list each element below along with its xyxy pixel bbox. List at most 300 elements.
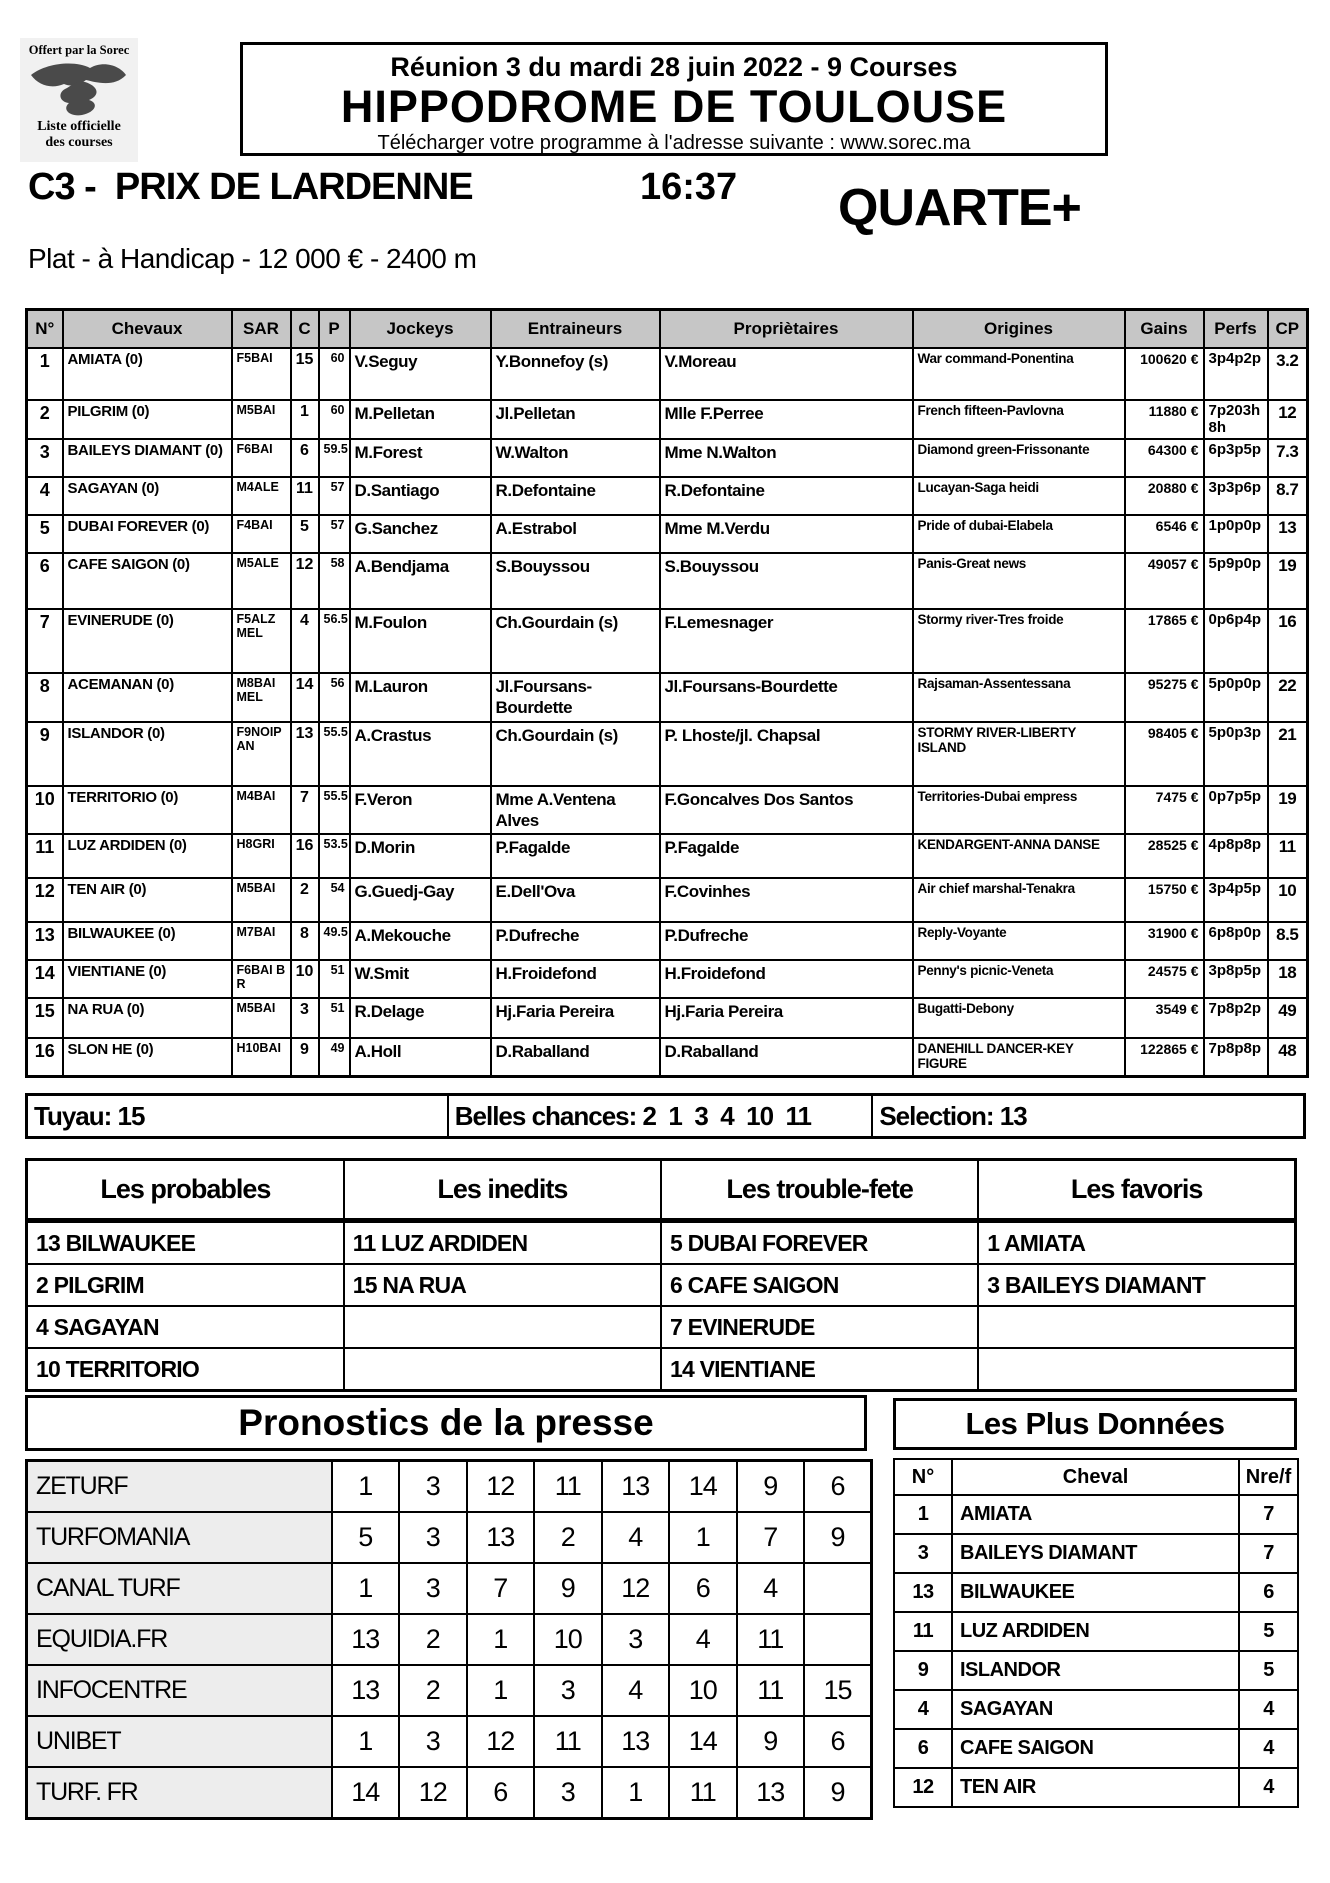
most-given-count: 5 — [1239, 1612, 1298, 1651]
meeting-header — [240, 42, 1108, 156]
runner-horse-name: DUBAI FOREVER (0) — [63, 515, 232, 553]
runner-c: 2 — [291, 878, 319, 922]
runner-c: 7 — [291, 786, 319, 835]
press-pick: 9 — [804, 1767, 872, 1819]
picks-row — [27, 1221, 1296, 1265]
runner-trainer: R.Defontaine — [491, 477, 660, 515]
runner-horse-name: PILGRIM (0) — [63, 400, 232, 439]
runner-cp: 19 — [1268, 553, 1308, 609]
most-given-col-horse: Cheval — [952, 1459, 1239, 1495]
runner-sar: F5ALZMEL — [232, 609, 291, 673]
runner-trainer: Ch.Gourdain (s) — [491, 609, 660, 673]
press-pick: 7 — [737, 1512, 805, 1563]
runner-perfs: 3p4p5p — [1204, 878, 1268, 922]
runner-number: 16 — [27, 1038, 63, 1076]
most-given-header-row — [894, 1459, 1298, 1495]
press-pick: 14 — [332, 1767, 400, 1819]
runner-jockey: D.Santiago — [350, 477, 491, 515]
most-given-num: 6 — [894, 1729, 952, 1768]
picks-col-favoris: Les favoris — [978, 1160, 1295, 1221]
runner-gains: 122865 € — [1125, 1038, 1204, 1076]
runner-sar: M5ALE — [232, 553, 291, 609]
runner-perfs: 5p0p0p — [1204, 673, 1268, 722]
runner-owner: Mlle F.Perree — [660, 400, 913, 439]
pick-cell — [978, 1348, 1295, 1391]
press-table — [25, 1459, 873, 1820]
press-source: EQUIDIA.FR — [27, 1614, 332, 1665]
runner-row — [27, 515, 1308, 553]
runner-number: 5 — [27, 515, 63, 553]
runner-cp: 10 — [1268, 878, 1308, 922]
runner-sar: M4BAI — [232, 786, 291, 835]
press-pick: 6 — [467, 1767, 535, 1819]
runner-sar: M5BAI — [232, 998, 291, 1038]
pick-cell — [344, 1306, 661, 1348]
press-pick: 6 — [669, 1563, 737, 1614]
runner-origins: Lucayan-Saga heidi — [913, 477, 1125, 515]
runner-number: 15 — [27, 998, 63, 1038]
runner-cp: 11 — [1268, 834, 1308, 878]
most-given-horse: BAILEYS DIAMANT — [952, 1534, 1239, 1573]
most-given-horse: BILWAUKEE — [952, 1573, 1239, 1612]
col-header-horse: Chevaux — [63, 310, 232, 349]
runner-weight: 60 — [319, 400, 350, 439]
most-given-count: 6 — [1239, 1573, 1298, 1612]
press-pick: 12 — [399, 1767, 467, 1819]
most-given-num: 11 — [894, 1612, 952, 1651]
most-given-horse: TEN AIR — [952, 1768, 1239, 1807]
press-pick: 4 — [602, 1665, 670, 1716]
press-pick: 4 — [669, 1614, 737, 1665]
runner-weight: 59.5 — [319, 439, 350, 477]
press-row — [27, 1716, 872, 1767]
runner-jockey: D.Morin — [350, 834, 491, 878]
press-row — [27, 1665, 872, 1716]
most-given-col-num: N° — [894, 1459, 952, 1495]
press-pick: 4 — [602, 1512, 670, 1563]
press-pick: 9 — [737, 1461, 805, 1513]
press-row — [27, 1461, 872, 1513]
press-row — [27, 1563, 872, 1614]
runner-origins: Diamond green-Frissonante — [913, 439, 1125, 477]
runner-owner: P.Fagalde — [660, 834, 913, 878]
runner-perfs: 1p0p0p — [1204, 515, 1268, 553]
runner-c: 14 — [291, 673, 319, 722]
runner-c: 10 — [291, 960, 319, 998]
runner-gains: 64300 € — [1125, 439, 1204, 477]
pick-cell: 11 LUZ ARDIDEN — [344, 1221, 661, 1265]
most-given-count: 4 — [1239, 1729, 1298, 1768]
most-given-horse: SAGAYAN — [952, 1690, 1239, 1729]
runner-number: 9 — [27, 722, 63, 786]
meeting-line: Réunion 3 du mardi 28 juin 2022 - 9 Courses — [390, 52, 958, 82]
runner-owner: Mme M.Verdu — [660, 515, 913, 553]
runner-perfs: 3p4p2p — [1204, 348, 1268, 400]
logo-caption-bottom-2: des courses — [45, 135, 113, 151]
runner-perfs: 0p7p5p — [1204, 786, 1268, 835]
runner-horse-name: NA RUA (0) — [63, 998, 232, 1038]
runner-horse-name: AMIATA (0) — [63, 348, 232, 400]
runner-trainer: Jl.Pelletan — [491, 400, 660, 439]
runner-cp: 3.2 — [1268, 348, 1308, 400]
most-given-col-count: Nre/f — [1239, 1459, 1298, 1495]
runner-trainer: Jl.Foursans-Bourdette — [491, 673, 660, 722]
racecourse-name: HIPPODROME DE TOULOUSE — [340, 81, 1008, 132]
runner-perfs: 7p8p8p — [1204, 1038, 1268, 1076]
runner-number: 14 — [27, 960, 63, 998]
press-pick: 1 — [332, 1716, 400, 1767]
press-section-title: Pronostics de la presse — [25, 1395, 867, 1451]
runner-trainer: P.Fagalde — [491, 834, 660, 878]
press-pick: 3 — [399, 1512, 467, 1563]
tuyau: Tuyau: 15 — [28, 1096, 449, 1136]
press-source: INFOCENTRE — [27, 1665, 332, 1716]
runner-weight: 60 — [319, 348, 350, 400]
runner-sar: F6BAI — [232, 439, 291, 477]
runner-number: 3 — [27, 439, 63, 477]
runner-owner: F.Covinhes — [660, 878, 913, 922]
runner-number: 8 — [27, 673, 63, 722]
runner-owner: Hj.Faria Pereira — [660, 998, 913, 1038]
press-pick: 11 — [669, 1767, 737, 1819]
runner-cp: 21 — [1268, 722, 1308, 786]
runner-perfs: 6p8p0p — [1204, 922, 1268, 960]
runner-cp: 22 — [1268, 673, 1308, 722]
most-given-num: 1 — [894, 1495, 952, 1534]
pick-cell — [344, 1348, 661, 1391]
press-pick: 5 — [332, 1512, 400, 1563]
runner-weight: 53.5 — [319, 834, 350, 878]
press-pick: 6 — [804, 1461, 872, 1513]
runner-gains: 100620 € — [1125, 348, 1204, 400]
runner-horse-name: SAGAYAN (0) — [63, 477, 232, 515]
runner-owner: F.Goncalves Dos Santos — [660, 786, 913, 835]
runner-trainer: Mme A.Ventena Alves — [491, 786, 660, 835]
press-pick: 13 — [332, 1665, 400, 1716]
runner-gains: 28525 € — [1125, 834, 1204, 878]
runner-jockey: M.Lauron — [350, 673, 491, 722]
col-header-num: N° — [27, 310, 63, 349]
press-pick: 11 — [737, 1614, 805, 1665]
runner-weight: 56 — [319, 673, 350, 722]
runner-origins: Bugatti-Debony — [913, 998, 1125, 1038]
runner-origins: Panis-Great news — [913, 553, 1125, 609]
press-pick: 2 — [399, 1665, 467, 1716]
runner-perfs: 5p0p3p — [1204, 722, 1268, 786]
press-pick: 9 — [737, 1716, 805, 1767]
runner-trainer: H.Froidefond — [491, 960, 660, 998]
sorec-logo — [20, 38, 138, 162]
most-given-num: 4 — [894, 1690, 952, 1729]
runner-perfs: 3p8p5p — [1204, 960, 1268, 998]
runner-number: 6 — [27, 553, 63, 609]
runner-jockey: M.Pelletan — [350, 400, 491, 439]
runner-origins: Rajsaman-Assentessana — [913, 673, 1125, 722]
pick-cell: 2 PILGRIM — [27, 1264, 344, 1306]
col-header-c: C — [291, 310, 319, 349]
press-row — [27, 1512, 872, 1563]
runner-sar: H10BAI — [232, 1038, 291, 1076]
picks-row — [27, 1306, 1296, 1348]
runner-jockey: W.Smit — [350, 960, 491, 998]
runner-gains: 7475 € — [1125, 786, 1204, 835]
runner-horse-name: EVINERUDE (0) — [63, 609, 232, 673]
runner-owner: P. Lhoste/jl. Chapsal — [660, 722, 913, 786]
most-given-row — [894, 1651, 1298, 1690]
runner-sar: F5BAI — [232, 348, 291, 400]
runner-perfs: 7p8p2p — [1204, 998, 1268, 1038]
pick-cell: 7 EVINERUDE — [661, 1306, 978, 1348]
press-pick: 10 — [534, 1614, 602, 1665]
runner-jockey: G.Guedj-Gay — [350, 878, 491, 922]
most-given-count: 7 — [1239, 1495, 1298, 1534]
press-pick: 3 — [399, 1563, 467, 1614]
runner-jockey: A.Mekouche — [350, 922, 491, 960]
runner-perfs: 4p8p8p — [1204, 834, 1268, 878]
runner-number: 7 — [27, 609, 63, 673]
press-pick: 1 — [332, 1563, 400, 1614]
runner-origins: Penny's picnic-Veneta — [913, 960, 1125, 998]
col-header-jockeys: Jockeys — [350, 310, 491, 349]
press-source: CANAL TURF — [27, 1563, 332, 1614]
runner-origins: KENDARGENT-ANNA DANSE — [913, 834, 1125, 878]
bet-type-badge: QUARTE+ — [838, 179, 1081, 237]
press-pick: 13 — [602, 1461, 670, 1513]
press-pick: 13 — [737, 1767, 805, 1819]
runner-cp: 8.7 — [1268, 477, 1308, 515]
press-source: UNIBET — [27, 1716, 332, 1767]
runner-c: 13 — [291, 722, 319, 786]
runner-origins: STORMY RIVER-LIBERTY ISLAND — [913, 722, 1125, 786]
runner-gains: 98405 € — [1125, 722, 1204, 786]
pick-cell: 3 BAILEYS DIAMANT — [978, 1264, 1295, 1306]
runner-owner: V.Moreau — [660, 348, 913, 400]
tips-strip — [25, 1093, 1306, 1139]
runner-cp: 16 — [1268, 609, 1308, 673]
runner-origins: DANEHILL DANCER-KEY FIGURE — [913, 1038, 1125, 1076]
runner-horse-name: ACEMANAN (0) — [63, 673, 232, 722]
runner-c: 11 — [291, 477, 319, 515]
runner-sar: M5BAI — [232, 878, 291, 922]
runner-c: 4 — [291, 609, 319, 673]
col-header-sar: SAR — [232, 310, 291, 349]
most-given-table — [893, 1458, 1299, 1808]
runner-row — [27, 722, 1308, 786]
runner-origins: War command-Ponentina — [913, 348, 1125, 400]
runner-cp: 48 — [1268, 1038, 1308, 1076]
runner-c: 5 — [291, 515, 319, 553]
press-pick: 3 — [399, 1461, 467, 1513]
runner-perfs: 0p6p4p — [1204, 609, 1268, 673]
press-pick: 14 — [669, 1716, 737, 1767]
runner-perfs: 6p3p5p — [1204, 439, 1268, 477]
runner-trainer: E.Dell'Ova — [491, 878, 660, 922]
picks-table — [25, 1158, 1297, 1392]
runner-trainer: W.Walton — [491, 439, 660, 477]
most-given-row — [894, 1729, 1298, 1768]
most-given-horse: CAFE SAIGON — [952, 1729, 1239, 1768]
pick-cell: 1 AMIATA — [978, 1221, 1295, 1265]
pick-cell: 14 VIENTIANE — [661, 1348, 978, 1391]
runner-c: 9 — [291, 1038, 319, 1076]
most-given-title: Les Plus Données — [893, 1398, 1297, 1450]
col-header-origins: Origines — [913, 310, 1125, 349]
runner-c: 15 — [291, 348, 319, 400]
runner-sar: M4ALE — [232, 477, 291, 515]
runner-trainer: Ch.Gourdain (s) — [491, 722, 660, 786]
press-source: TURFOMANIA — [27, 1512, 332, 1563]
press-pick: 15 — [804, 1665, 872, 1716]
col-header-gains: Gains — [1125, 310, 1204, 349]
most-given-row — [894, 1495, 1298, 1534]
runner-row — [27, 834, 1308, 878]
press-source: TURF. FR — [27, 1767, 332, 1819]
runner-weight: 51 — [319, 998, 350, 1038]
runner-horse-name: SLON HE (0) — [63, 1038, 232, 1076]
runner-horse-name: BILWAUKEE (0) — [63, 922, 232, 960]
most-given-count: 7 — [1239, 1534, 1298, 1573]
runner-weight: 55.5 — [319, 786, 350, 835]
race-conditions: Plat - à Handicap - 12 000 € - 2400 m — [28, 243, 477, 274]
logo-caption-bottom-1: Liste officielle — [37, 119, 121, 134]
press-pick: 3 — [534, 1767, 602, 1819]
pick-cell: 10 TERRITORIO — [27, 1348, 344, 1391]
runner-origins: Stormy river-Tres froide — [913, 609, 1125, 673]
runner-owner: S.Bouyssou — [660, 553, 913, 609]
runner-gains: 6546 € — [1125, 515, 1204, 553]
col-header-cp: CP — [1268, 310, 1308, 349]
runner-weight: 54 — [319, 878, 350, 922]
runner-trainer: D.Raballand — [491, 1038, 660, 1076]
runner-trainer: Y.Bonnefoy (s) — [491, 348, 660, 400]
runner-row — [27, 786, 1308, 835]
runner-cp: 8.5 — [1268, 922, 1308, 960]
most-given-row — [894, 1573, 1298, 1612]
runner-horse-name: TEN AIR (0) — [63, 878, 232, 922]
press-pick: 13 — [332, 1614, 400, 1665]
race-time: 16:37 — [640, 166, 738, 208]
runner-sar: F6BAI BR — [232, 960, 291, 998]
press-pick: 12 — [467, 1716, 535, 1767]
runner-origins: Air chief marshal-Tenakra — [913, 878, 1125, 922]
most-given-count: 4 — [1239, 1768, 1298, 1807]
press-pick: 14 — [669, 1461, 737, 1513]
runner-sar: M7BAI — [232, 922, 291, 960]
press-source: ZETURF — [27, 1461, 332, 1513]
runner-jockey: M.Foulon — [350, 609, 491, 673]
runner-owner: Jl.Foursans-Bourdette — [660, 673, 913, 722]
press-row — [27, 1614, 872, 1665]
runner-number: 11 — [27, 834, 63, 878]
most-given-num: 3 — [894, 1534, 952, 1573]
runner-horse-name: LUZ ARDIDEN (0) — [63, 834, 232, 878]
runner-owner: Mme N.Walton — [660, 439, 913, 477]
press-pick: 1 — [602, 1767, 670, 1819]
runner-weight: 51 — [319, 960, 350, 998]
runner-jockey: V.Seguy — [350, 348, 491, 400]
press-pick: 6 — [804, 1716, 872, 1767]
runner-perfs: 3p3p6p — [1204, 477, 1268, 515]
most-given-num: 9 — [894, 1651, 952, 1690]
runner-owner: P.Dufreche — [660, 922, 913, 960]
runner-gains: 31900 € — [1125, 922, 1204, 960]
runner-horse-name: ISLANDOR (0) — [63, 722, 232, 786]
press-pick: 1 — [467, 1614, 535, 1665]
most-given-row — [894, 1768, 1298, 1807]
runner-weight: 58 — [319, 553, 350, 609]
press-pick: 1 — [332, 1461, 400, 1513]
most-given-horse: LUZ ARDIDEN — [952, 1612, 1239, 1651]
col-header-p: P — [319, 310, 350, 349]
runner-row — [27, 553, 1308, 609]
picks-row — [27, 1348, 1296, 1391]
press-pick: 1 — [467, 1665, 535, 1716]
picks-header-row — [27, 1160, 1296, 1221]
runner-origins: French fifteen-Pavlovna — [913, 400, 1125, 439]
col-header-perfs: Perfs — [1204, 310, 1268, 349]
runner-owner: H.Froidefond — [660, 960, 913, 998]
runner-cp: 49 — [1268, 998, 1308, 1038]
press-pick: 2 — [534, 1512, 602, 1563]
press-pick: 3 — [399, 1716, 467, 1767]
runner-row — [27, 1038, 1308, 1076]
most-given-row — [894, 1690, 1298, 1729]
press-pick — [804, 1614, 872, 1665]
most-given-count: 5 — [1239, 1651, 1298, 1690]
press-pick: 7 — [467, 1563, 535, 1614]
runner-jockey: A.Bendjama — [350, 553, 491, 609]
pick-cell — [978, 1306, 1295, 1348]
press-pick: 3 — [602, 1614, 670, 1665]
runner-c: 6 — [291, 439, 319, 477]
press-pick: 9 — [804, 1512, 872, 1563]
press-pick: 11 — [534, 1716, 602, 1767]
runner-cp: 18 — [1268, 960, 1308, 998]
press-pick: 2 — [399, 1614, 467, 1665]
most-given-num: 13 — [894, 1573, 952, 1612]
runner-jockey: F.Veron — [350, 786, 491, 835]
most-given-count: 4 — [1239, 1690, 1298, 1729]
most-given-row — [894, 1612, 1298, 1651]
runner-gains: 15750 € — [1125, 878, 1204, 922]
belles-chances: Belles chances: 2 1 3 4 10 11 — [449, 1096, 874, 1136]
runner-gains: 17865 € — [1125, 609, 1204, 673]
press-pick: 11 — [737, 1665, 805, 1716]
runner-sar: F9NOIPAN — [232, 722, 291, 786]
press-row — [27, 1767, 872, 1819]
col-header-owners: Propriètaires — [660, 310, 913, 349]
runner-weight: 56.5 — [319, 609, 350, 673]
runner-cp: 12 — [1268, 400, 1308, 439]
most-given-row — [894, 1534, 1298, 1573]
runner-weight: 57 — [319, 477, 350, 515]
runner-gains: 11880 € — [1125, 400, 1204, 439]
most-given-num: 12 — [894, 1768, 952, 1807]
most-given-horse: AMIATA — [952, 1495, 1239, 1534]
runner-horse-name: VIENTIANE (0) — [63, 960, 232, 998]
runner-sar: M5BAI — [232, 400, 291, 439]
runners-header-row — [27, 310, 1308, 349]
logo-caption-top: Offert par la Sorec — [28, 43, 130, 57]
press-pick: 12 — [602, 1563, 670, 1614]
runner-sar: M8BAIMEL — [232, 673, 291, 722]
press-pick — [804, 1563, 872, 1614]
runner-owner: R.Defontaine — [660, 477, 913, 515]
runner-weight: 49.5 — [319, 922, 350, 960]
runner-cp: 7.3 — [1268, 439, 1308, 477]
runner-jockey: A.Crastus — [350, 722, 491, 786]
runner-trainer: Hj.Faria Pereira — [491, 998, 660, 1038]
